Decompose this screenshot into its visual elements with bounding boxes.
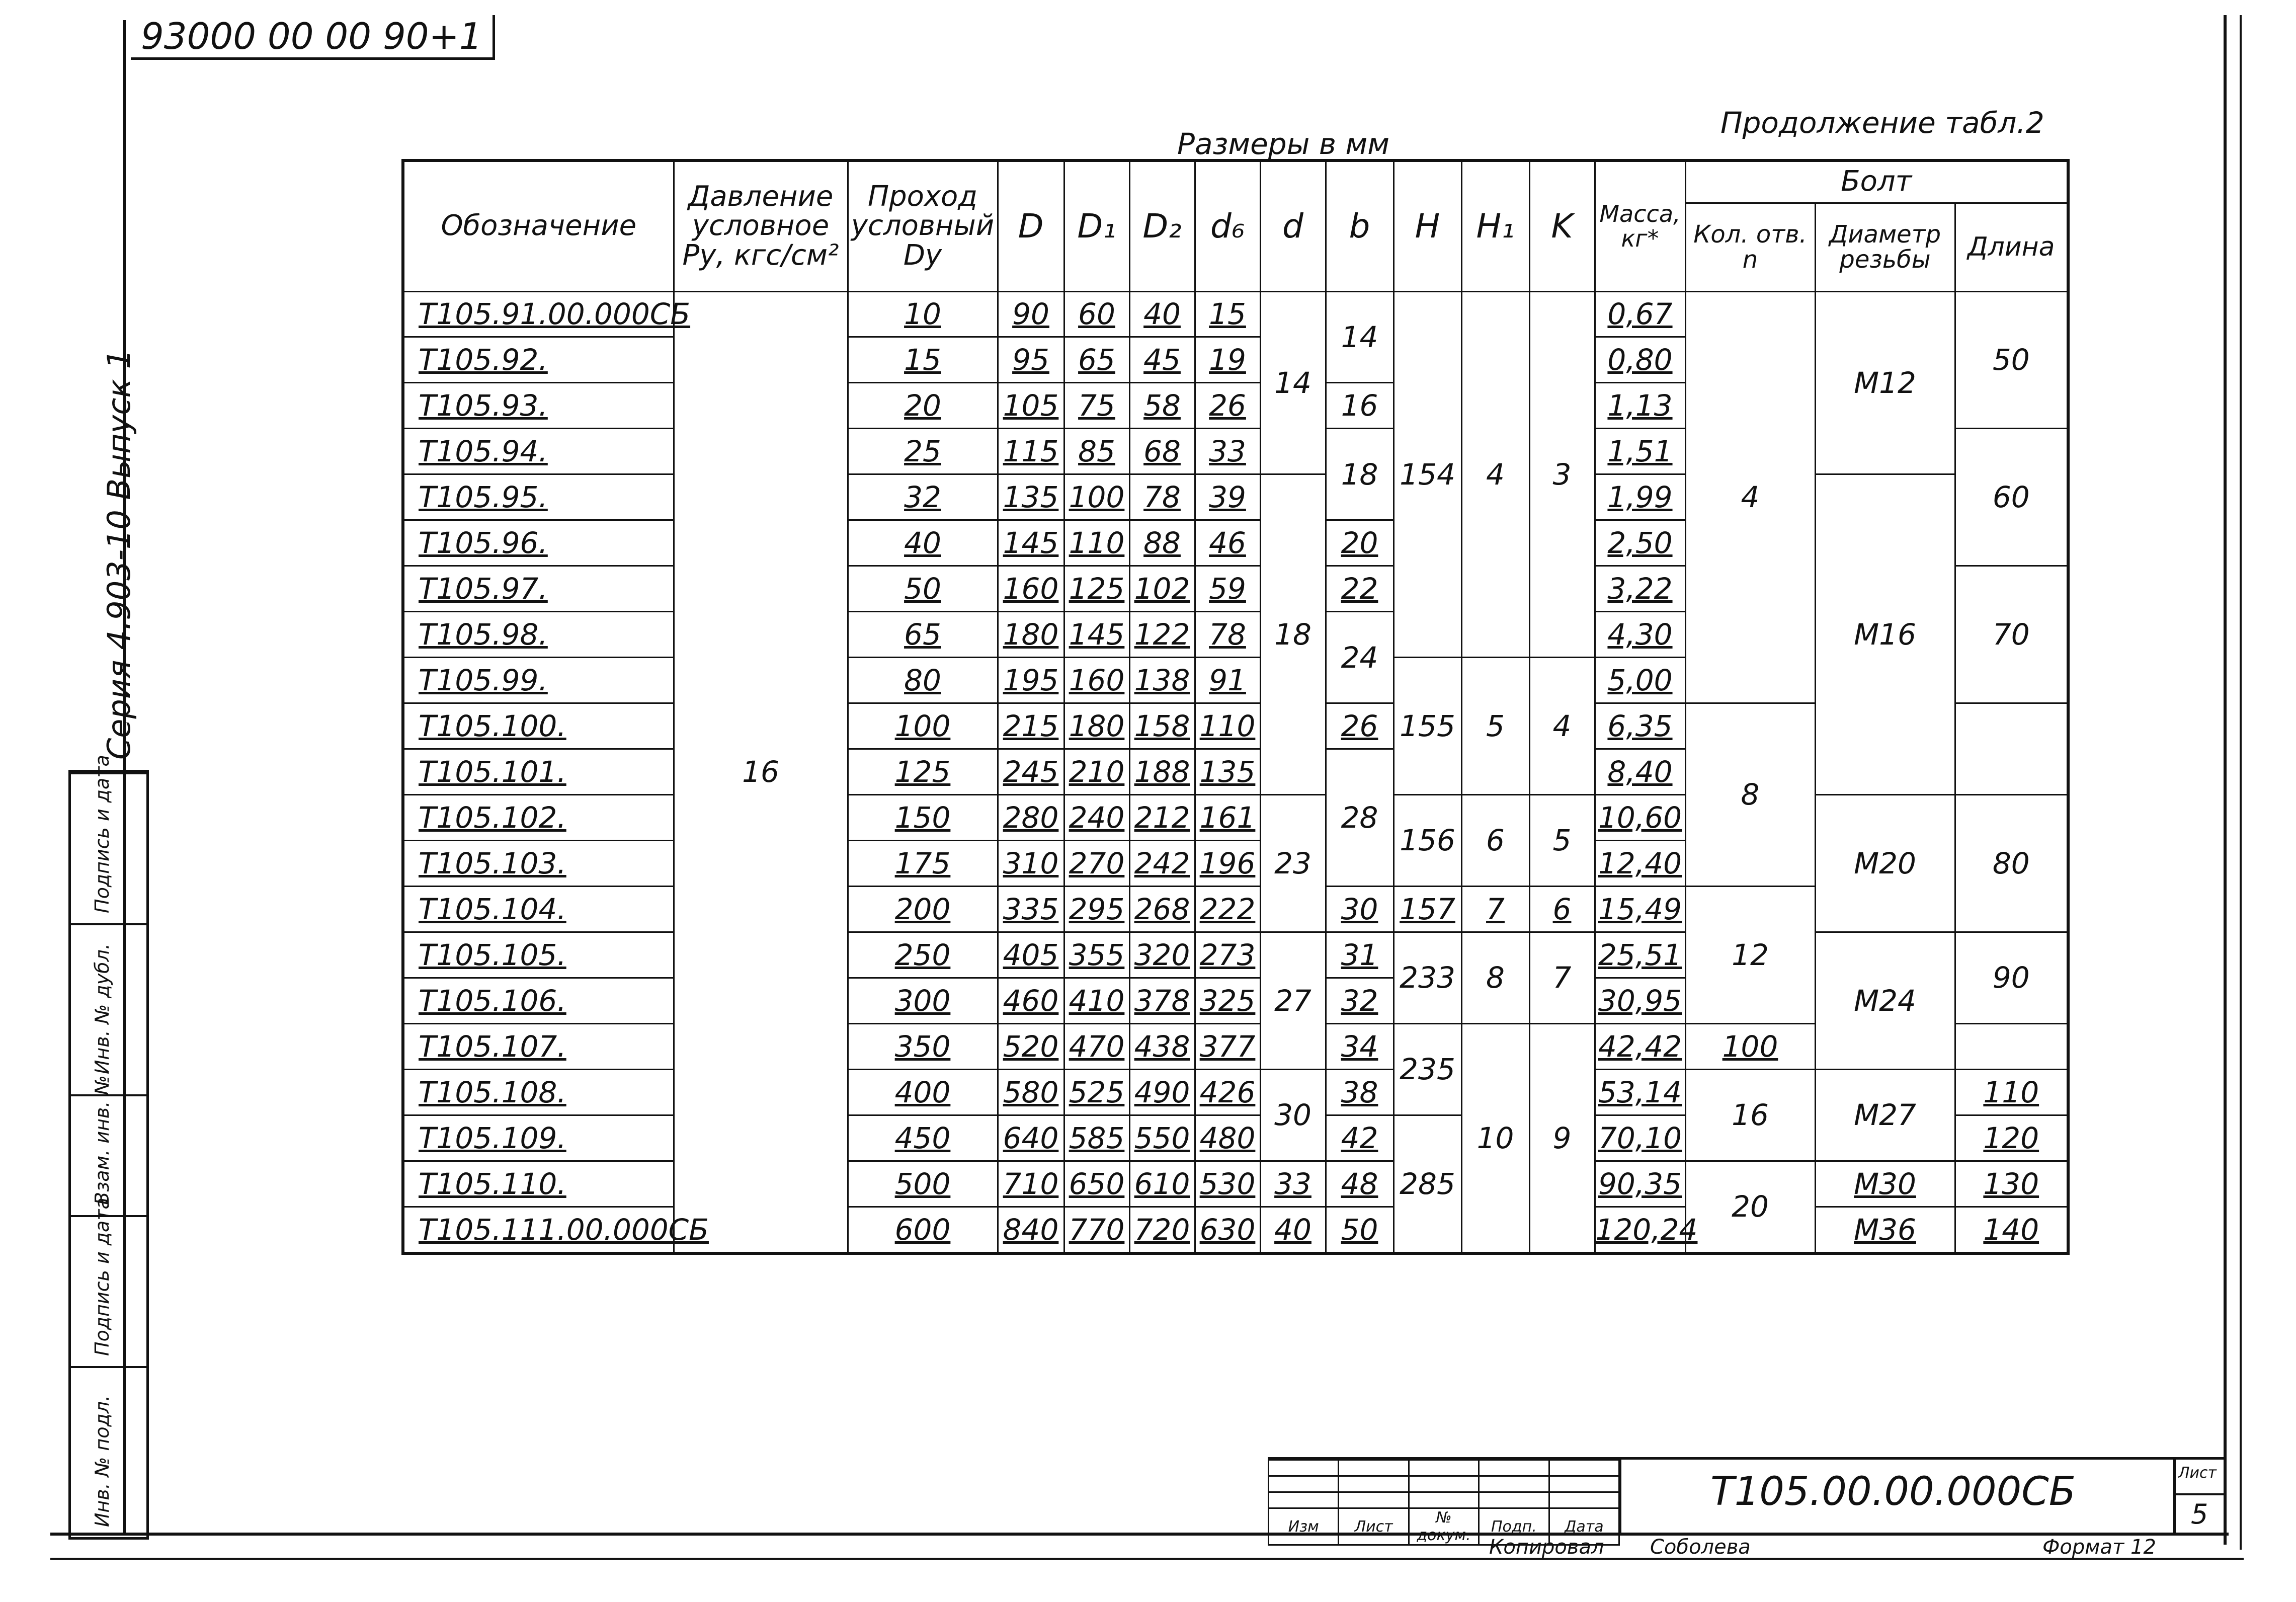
table-row-designation: Т105.104.	[403, 886, 674, 932]
cell-length: 120	[1955, 1115, 2068, 1161]
cell-dy: 40	[848, 520, 998, 566]
cell-d6: 19	[1195, 337, 1260, 383]
cell-D: 460	[998, 978, 1064, 1023]
cell-D2: 490	[1129, 1069, 1195, 1115]
cell-mass: 120,24	[1595, 1207, 1685, 1253]
cell-n: 20	[1685, 1161, 1815, 1253]
cell-d6: 110	[1195, 703, 1260, 749]
cell-D: 180	[998, 612, 1064, 658]
cell-thread: М16	[1815, 474, 1955, 795]
frame-right-2	[2240, 15, 2242, 1550]
cell-d6: 426	[1195, 1069, 1260, 1115]
cell-D2: 158	[1129, 703, 1195, 749]
cell-D2: 188	[1129, 749, 1195, 795]
cell-K: 5	[1529, 794, 1595, 886]
cell-length: 140	[1955, 1207, 2068, 1253]
table-row-designation: Т105.91.00.000СБ	[403, 291, 674, 337]
cell-dy: 100	[848, 703, 998, 749]
cell-length: 100	[1685, 1023, 1815, 1069]
format-label: Формат 12	[2042, 1536, 2156, 1559]
cell-D1: 240	[1064, 794, 1129, 840]
cell-dy: 200	[848, 886, 998, 932]
cell-d6: 46	[1195, 520, 1260, 566]
sheet-label: Лист	[2178, 1464, 2217, 1482]
cell-H1: 10	[1461, 1023, 1529, 1253]
cell-mass: 0,80	[1595, 337, 1685, 383]
cell-D: 710	[998, 1161, 1064, 1207]
cell-mass: 10,60	[1595, 794, 1685, 840]
cell-D1: 210	[1064, 749, 1129, 795]
cell-D1: 180	[1064, 703, 1129, 749]
cell-D1: 410	[1064, 978, 1129, 1023]
cell-D: 145	[998, 520, 1064, 566]
cell-b: 34	[1326, 1023, 1393, 1069]
cell-mass: 1,99	[1595, 474, 1685, 520]
h-K: K	[1529, 161, 1595, 291]
side-label-5: Инв. № подл.	[91, 1395, 113, 1527]
cell-thread: М12	[1815, 291, 1955, 474]
cell-K: 9	[1529, 1023, 1595, 1253]
cell-D2: 68	[1129, 429, 1195, 474]
cell-d6: 325	[1195, 978, 1260, 1023]
continuation-note: Продолжение табл.2	[1720, 106, 2044, 140]
cell-H1: 8	[1461, 932, 1529, 1023]
cell-dy: 250	[848, 932, 998, 978]
side-label-3: Взам. инв. №	[91, 1075, 113, 1205]
cell-dy: 450	[848, 1115, 998, 1161]
cell-b: 42	[1326, 1115, 1393, 1161]
cell-mass: 25,51	[1595, 932, 1685, 978]
cell-d: 30	[1260, 1069, 1326, 1161]
cell-D2: 438	[1129, 1023, 1195, 1069]
cell-D1: 145	[1064, 612, 1129, 658]
col-doc: № докум.	[1409, 1508, 1479, 1545]
cell-d6: 480	[1195, 1115, 1260, 1161]
h-bolt: Болт	[1685, 161, 2068, 203]
cell-D2: 610	[1129, 1161, 1195, 1207]
side-label-4: Подпись и дата	[91, 1197, 113, 1356]
cell-dy: 10	[848, 291, 998, 337]
cell-dy: 300	[848, 978, 998, 1023]
cell-mass: 5,00	[1595, 658, 1685, 703]
cell-d: 23	[1260, 794, 1326, 932]
cell-thread: М20	[1815, 794, 1955, 932]
cell-dy: 80	[848, 658, 998, 703]
cell-length: 70	[1955, 566, 2068, 703]
cell-H: 157	[1393, 886, 1461, 932]
cell-D2: 102	[1129, 566, 1195, 612]
copied-label: Копировал	[1489, 1536, 1604, 1559]
cell-K: 6	[1529, 886, 1595, 932]
cell-mass: 1,51	[1595, 429, 1685, 474]
cell-n: 4	[1685, 291, 1815, 703]
cell-D2: 88	[1129, 520, 1195, 566]
cell-H: 156	[1393, 794, 1461, 886]
cell-d: 18	[1260, 474, 1326, 795]
cell-d6: 196	[1195, 840, 1260, 886]
table-row-designation: Т105.93.	[403, 383, 674, 429]
h-bore: Проход условный Dу	[848, 161, 998, 291]
col-sign: Подп.	[1479, 1508, 1549, 1545]
cell-H: 233	[1393, 932, 1461, 1023]
cell-D: 95	[998, 337, 1064, 383]
cell-d6: 91	[1195, 658, 1260, 703]
cell-H1: 4	[1461, 291, 1529, 658]
cell-D1: 650	[1064, 1161, 1129, 1207]
cell-d6: 26	[1195, 383, 1260, 429]
cell-D: 580	[998, 1069, 1064, 1115]
cell-D1: 60	[1064, 291, 1129, 337]
cell-D2: 378	[1129, 978, 1195, 1023]
cell-mass: 2,50	[1595, 520, 1685, 566]
h-D: D	[998, 161, 1064, 291]
table-row-designation: Т105.108.	[403, 1069, 674, 1115]
cell-dy: 50	[848, 566, 998, 612]
cell-mass: 6,35	[1595, 703, 1685, 749]
cell-D: 135	[998, 474, 1064, 520]
pressure-value: 16	[674, 291, 848, 1253]
cell-mass: 1,13	[1595, 383, 1685, 429]
copier-name: Соболева	[1650, 1536, 1751, 1559]
cell-b: 38	[1326, 1069, 1393, 1115]
cell-K: 4	[1529, 658, 1595, 795]
cell-H: 154	[1393, 291, 1461, 658]
cell-d: 27	[1260, 932, 1326, 1069]
side-label-2: Инв. № дубл.	[91, 943, 113, 1074]
h-d: d	[1260, 161, 1326, 291]
cell-length: 90	[1955, 932, 2068, 1023]
cell-length: 60	[1955, 429, 2068, 566]
cell-dy: 125	[848, 749, 998, 795]
cell-D1: 355	[1064, 932, 1129, 978]
cell-mass: 0,67	[1595, 291, 1685, 337]
cell-d: 33	[1260, 1161, 1326, 1207]
cell-b: 26	[1326, 703, 1393, 749]
table-row-designation: Т105.102.	[403, 794, 674, 840]
cell-d6: 630	[1195, 1207, 1260, 1253]
cell-D: 405	[998, 932, 1064, 978]
cell-dy: 15	[848, 337, 998, 383]
table-row-designation: Т105.97.	[403, 566, 674, 612]
cell-dy: 32	[848, 474, 998, 520]
cell-length: 110	[1955, 1069, 2068, 1115]
cell-H: 155	[1393, 658, 1461, 795]
cell-dy: 600	[848, 1207, 998, 1253]
cell-d6: 15	[1195, 291, 1260, 337]
sheet-box-mid	[2173, 1493, 2224, 1495]
cell-D1: 770	[1064, 1207, 1129, 1253]
cell-D: 90	[998, 291, 1064, 337]
table-row-designation: Т105.99.	[403, 658, 674, 703]
cell-D1: 160	[1064, 658, 1129, 703]
cell-mass: 12,40	[1595, 840, 1685, 886]
side-stamp	[68, 755, 149, 1540]
cell-D2: 242	[1129, 840, 1195, 886]
h-pressure: Давление условное Ру, кгс/см²	[674, 161, 848, 291]
cell-H1: 5	[1461, 658, 1529, 795]
frame-bottom-outer	[50, 1558, 2244, 1560]
table-row-designation: Т105.94.	[403, 429, 674, 474]
cell-D: 640	[998, 1115, 1064, 1161]
cell-length: 80	[1955, 794, 2068, 932]
cell-D1: 125	[1064, 566, 1129, 612]
cell-D1: 75	[1064, 383, 1129, 429]
table-row-designation: Т105.101.	[403, 749, 674, 795]
cell-d6: 530	[1195, 1161, 1260, 1207]
cell-dy: 25	[848, 429, 998, 474]
h-D2: D₂	[1129, 161, 1195, 291]
cell-dy: 500	[848, 1161, 998, 1207]
cell-d6: 135	[1195, 749, 1260, 795]
cell-D: 215	[998, 703, 1064, 749]
sheet-number: 5	[2191, 1498, 2208, 1530]
corner-stamp: 93000 00 00 90+1	[131, 15, 495, 60]
cell-d6: 33	[1195, 429, 1260, 474]
h-holes: Кол. отв. n	[1685, 203, 1815, 291]
table-row-designation: Т105.95.	[403, 474, 674, 520]
cell-mass: 90,35	[1595, 1161, 1685, 1207]
cell-D: 310	[998, 840, 1064, 886]
table-row-designation: Т105.103.	[403, 840, 674, 886]
cell-d: 40	[1260, 1207, 1326, 1253]
series-label: Серия 4.903-10 Выпуск 1	[101, 349, 137, 760]
cell-K: 7	[1529, 932, 1595, 1023]
cell-mass: 53,14	[1595, 1069, 1685, 1115]
cell-H: 235	[1393, 1023, 1461, 1115]
cell-K: 3	[1529, 291, 1595, 658]
h-thread: Диаметр резьбы	[1815, 203, 1955, 291]
cell-D2: 138	[1129, 658, 1195, 703]
h-D1: D₁	[1064, 161, 1129, 291]
cell-d6: 222	[1195, 886, 1260, 932]
cell-H1: 7	[1461, 886, 1529, 932]
cell-D2: 268	[1129, 886, 1195, 932]
cell-D1: 295	[1064, 886, 1129, 932]
sizes-note: Размеры в мм	[1177, 127, 1389, 161]
table-row-designation: Т105.100.	[403, 703, 674, 749]
cell-D2: 40	[1129, 291, 1195, 337]
cell-length: 130	[1955, 1161, 2068, 1207]
cell-b: 22	[1326, 566, 1393, 612]
cell-D1: 100	[1064, 474, 1129, 520]
cell-b: 14	[1326, 291, 1393, 383]
cell-D1: 585	[1064, 1115, 1129, 1161]
cell-thread: М27	[1815, 1069, 1955, 1161]
cell-n: 16	[1685, 1069, 1815, 1161]
cell-dy: 400	[848, 1069, 998, 1115]
cell-b: 24	[1326, 612, 1393, 703]
cell-D: 115	[998, 429, 1064, 474]
cell-H1: 6	[1461, 794, 1529, 886]
table-row-designation: Т105.92.	[403, 337, 674, 383]
table-row-designation: Т105.98.	[403, 612, 674, 658]
cell-H: 285	[1393, 1115, 1461, 1253]
cell-thread: М36	[1815, 1207, 1955, 1253]
document-code: Т105.00.00.000СБ	[1710, 1469, 2076, 1514]
table-row-designation: Т105.111.00.000СБ	[403, 1207, 674, 1253]
cell-mass: 4,30	[1595, 612, 1685, 658]
cell-D2: 45	[1129, 337, 1195, 383]
cell-D2: 212	[1129, 794, 1195, 840]
cell-D2: 122	[1129, 612, 1195, 658]
cell-D2: 320	[1129, 932, 1195, 978]
h-b: b	[1326, 161, 1393, 291]
cell-dy: 20	[848, 383, 998, 429]
cell-mass: 15,49	[1595, 886, 1685, 932]
cell-thread: М24	[1815, 932, 1955, 1069]
cell-b: 30	[1326, 886, 1393, 932]
cell-b: 16	[1326, 383, 1393, 429]
cell-b: 50	[1326, 1207, 1393, 1253]
h-designation: Обозначение	[403, 161, 674, 291]
cell-D2: 58	[1129, 383, 1195, 429]
cell-D: 280	[998, 794, 1064, 840]
cell-D: 105	[998, 383, 1064, 429]
cell-b: 31	[1326, 932, 1393, 978]
cell-D: 195	[998, 658, 1064, 703]
cell-dy: 150	[848, 794, 998, 840]
cell-D1: 525	[1064, 1069, 1129, 1115]
cell-D1: 65	[1064, 337, 1129, 383]
cell-n: 12	[1685, 886, 1815, 1023]
cell-D: 520	[998, 1023, 1064, 1069]
cell-b: 18	[1326, 429, 1393, 520]
h-length: Длина	[1955, 203, 2068, 291]
cell-D2: 78	[1129, 474, 1195, 520]
cell-D1: 110	[1064, 520, 1129, 566]
cell-D: 160	[998, 566, 1064, 612]
frame-right	[2224, 15, 2227, 1545]
cell-D2: 720	[1129, 1207, 1195, 1253]
cell-length: 50	[1955, 291, 2068, 429]
cell-mass: 8,40	[1595, 749, 1685, 795]
cell-D1: 85	[1064, 429, 1129, 474]
revision-grid	[1268, 1459, 1620, 1546]
table-row-designation: Т105.110.	[403, 1161, 674, 1207]
table-row-designation: Т105.96.	[403, 520, 674, 566]
cell-D1: 470	[1064, 1023, 1129, 1069]
cell-thread: М30	[1815, 1161, 1955, 1207]
table-row-designation: Т105.107.	[403, 1023, 674, 1069]
cell-D: 245	[998, 749, 1064, 795]
cell-mass: 3,22	[1595, 566, 1685, 612]
h-H: H	[1393, 161, 1461, 291]
table-row-designation: Т105.105.	[403, 932, 674, 978]
h-d6: d₆	[1195, 161, 1260, 291]
cell-n: 8	[1685, 703, 1815, 887]
table-row-designation: Т105.106.	[403, 978, 674, 1023]
cell-d6: 273	[1195, 932, 1260, 978]
cell-d6: 39	[1195, 474, 1260, 520]
cell-b: 28	[1326, 749, 1393, 887]
cell-mass: 30,95	[1595, 978, 1685, 1023]
cell-dy: 175	[848, 840, 998, 886]
h-mass: Масса, кг*	[1595, 161, 1685, 291]
table-row-designation: Т105.109.	[403, 1115, 674, 1161]
sheet-box-left	[2173, 1457, 2176, 1534]
cell-b: 20	[1326, 520, 1393, 566]
cell-d6: 78	[1195, 612, 1260, 658]
title-block-divider	[1619, 1457, 1621, 1534]
cell-D: 840	[998, 1207, 1064, 1253]
col-sheet: Лист	[1339, 1508, 1409, 1545]
cell-d6: 59	[1195, 566, 1260, 612]
cell-D1: 270	[1064, 840, 1129, 886]
cell-d6: 161	[1195, 794, 1260, 840]
col-change: Изм	[1269, 1508, 1339, 1545]
col-date: Дата	[1549, 1508, 1619, 1545]
cell-d: 14	[1260, 291, 1326, 474]
frame-bottom	[50, 1533, 2229, 1536]
side-label-1: Подпись и дата	[91, 755, 113, 913]
cell-dy: 350	[848, 1023, 998, 1069]
cell-b: 32	[1326, 978, 1393, 1023]
cell-d6: 377	[1195, 1023, 1260, 1069]
h-H1: H₁	[1461, 161, 1529, 291]
cell-b: 48	[1326, 1161, 1393, 1207]
cell-mass: 42,42	[1595, 1023, 1685, 1069]
flange-table	[401, 159, 2070, 1255]
cell-dy: 65	[848, 612, 998, 658]
cell-mass: 70,10	[1595, 1115, 1685, 1161]
cell-D: 335	[998, 886, 1064, 932]
title-block-top	[1268, 1457, 2224, 1460]
cell-D2: 550	[1129, 1115, 1195, 1161]
